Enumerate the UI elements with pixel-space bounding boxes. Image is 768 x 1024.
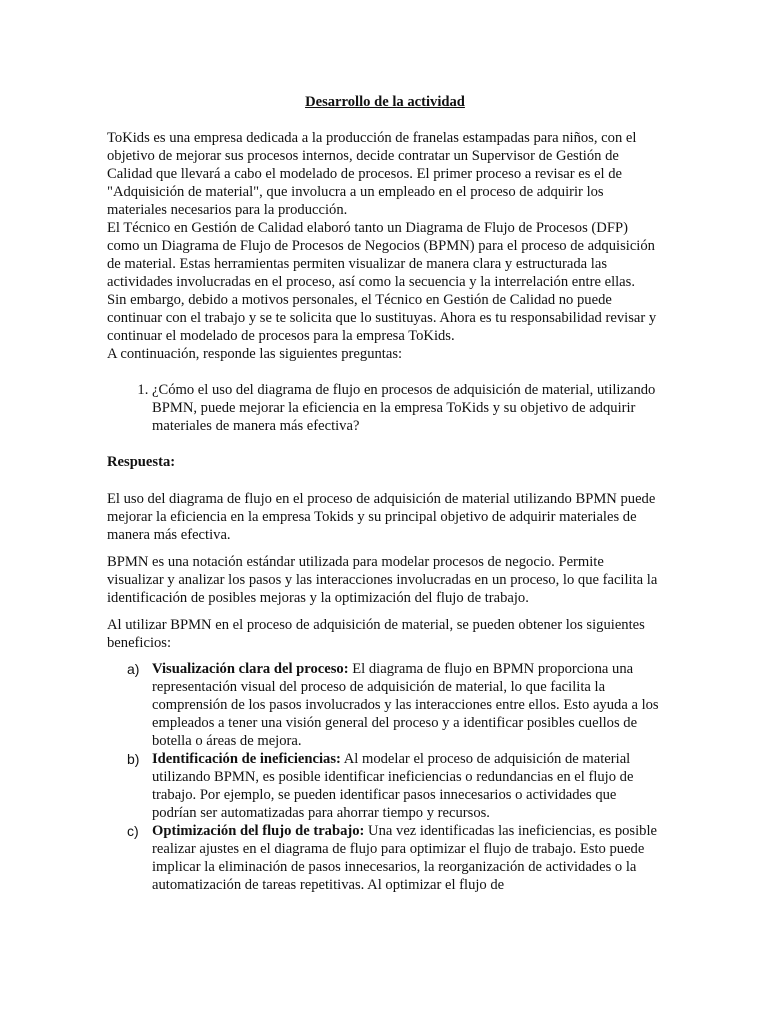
document-title: Desarrollo de la actividad xyxy=(305,94,465,110)
benefit-heading: Optimización del flujo de trabajo: xyxy=(152,823,365,839)
intro-paragraph: Sin embargo, debido a motivos personales, el Técnico en Gestión de Calidad no puede continuar con el trabajo y se te solicita que lo sustituyas. Ahora es tu responsabilidad revisar y continuar el modelado de procesos para la empresa ToKids. xyxy=(107,292,657,344)
intro-paragraph: ToKids es una empresa dedicada a la producción de franelas estampadas para niños, con el objetivo de mejorar sus procesos internos, decide contratar un Supervisor de Gestión de Calidad que llevará a cabo el modelado de procesos. El primer proceso a revisar es el de "Adquisición de material", que involucra a un empleado en el proceso de adquirir los materiales necesarios para la producción. xyxy=(107,130,637,218)
question-list xyxy=(107,381,663,435)
answer-paragraph: El uso del diagrama de flujo en el proceso de adquisición de material utilizando BPMN puede mejorar la eficiencia en la empresa Tokids y su principal objetivo de adquirir materiales de manera más efectiva. xyxy=(107,491,656,543)
benefit-text: El diagrama de flujo en BPMN proporciona una representación visual del proceso de adquisición de material, lo que facilita la comprensión de los pasos involucrados y las interacciones entre ellos. Esto ayuda a los empleados a tener una visión general del proceso y a identificar posibles cuellos de botella o áreas de mejora. xyxy=(152,661,659,749)
question-item: 1. ¿Cómo el uso del diagrama de flujo en procesos de adquisición de material, utilizando BPMN, puede mejorar la eficiencia en la empresa ToKids y su objetivo de adquirir materiales de manera más efectiva? xyxy=(152,381,663,435)
intro-paragraph: A continuación, responde las siguientes preguntas: xyxy=(107,346,403,362)
list-marker: b) xyxy=(127,751,140,767)
list-marker: a) xyxy=(127,661,140,677)
benefit-item xyxy=(127,660,663,750)
intro-paragraph: El Técnico en Gestión de Calidad elaboró tanto un Diagrama de Flujo de Procesos (DFP) como un Diagrama de Flujo de Procesos de Negocios (BPMN) para el proceso de adquisición de material. Estas herramientas permiten visualizar de manera clara y estructurada las actividades involucradas en el proceso, así como la secuencia y la interrelación entre ellas. xyxy=(107,220,655,290)
answer-label: Respuesta: xyxy=(107,454,176,470)
benefit-text: Una vez identificadas las ineficiencias, es posible realizar ajustes en el diagrama de flujo para optimizar el flujo de trabajo. Esto puede implicar la eliminación de pasos innecesarios, la reorganización de actividades o la automatización de tareas repetitivas. Al optimizar el flujo de xyxy=(152,823,657,893)
list-marker: c) xyxy=(127,823,139,839)
benefit-text: Al modelar el proceso de adquisición de material utilizando BPMN, es posible identificar ineficiencias o redundancias en el flujo de trabajo. Por ejemplo, se pueden identificar pasos innecesarios o actividades que podrían ser automatizadas para ahorrar tiempo y recursos. xyxy=(152,751,634,821)
benefit-heading: Identificación de ineficiencias: xyxy=(152,751,341,767)
intro-section xyxy=(107,129,663,363)
document-page xyxy=(107,93,663,894)
benefits-list xyxy=(107,660,663,894)
benefit-heading: Visualización clara del proceso: xyxy=(152,661,349,677)
benefit-item xyxy=(127,822,663,894)
answer-paragraph: BPMN es una notación estándar utilizada para modelar procesos de negocio. Permite visualizar y analizar los pasos y las interacciones involucradas en un proceso, lo que facilita la identificación de posibles mejoras y la optimización del flujo de trabajo. xyxy=(107,554,658,606)
answer-paragraph: Al utilizar BPMN en el proceso de adquisición de material, se pueden obtener los siguientes beneficios: xyxy=(107,617,645,651)
benefit-item xyxy=(127,750,663,822)
